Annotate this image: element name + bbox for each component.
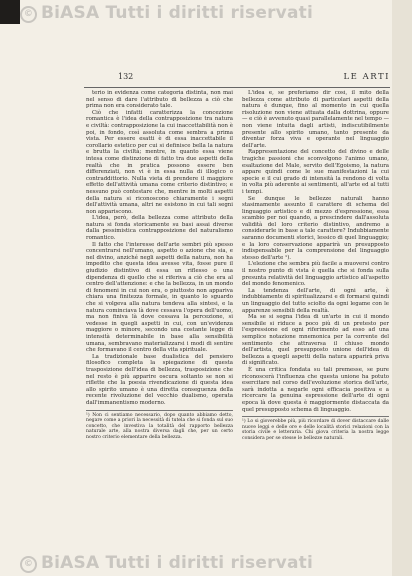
- paragraph: L'idea e, se preferiamo dir così, il mito della bellezza come attributo di particolari aspetti della natura è dunque, fino al momento in cui quella risoluzione non viene attuata dalla dottrina, oppure — e ciò è avvenuto quasi parallelamente nel tempo — non viene intuita dagli artisti, indiscutibilmente presente allo spirito umano, tanto presente da diventar forza viva e operante nel linguaggio dell'arte.: [242, 90, 389, 149]
- copyright-icon: ©: [20, 556, 37, 573]
- watermark-top: [20, 3, 313, 23]
- paragraph: terio in evidenza come categoria distinta, non mai nel senso di dare l'attributo di bellezza a ciò che prima non era considerato tale.: [86, 90, 233, 110]
- paragraph: L'elezione che sembra più facile a muoversi contro il nostro punto di vista è quella che si fonda sulla presunta relatività del linguaggio artistico all'aspetto del mondo fenomenico.: [242, 261, 389, 288]
- footnote-text: ¹) Non ci sentiamo necessario, dopo quanto abbiamo detto, negare come a priori la necessità di tutela che si fonda sul suo concetto, che investiva la totalità del rapporto bellezza naturale arte, alla nostra diversa dagli che, per un certo nostro criterio elementare della bellezza.: [86, 412, 233, 440]
- paragraph: Ciò che infatti caratterizza la concezione romantica è l'idea della contrapposizione tra natura e civiltà: contrapposizione la cui inaccettabilità non è poi, in fondo, così assoluta come sembra a prima vista. Per essere esatti è di essa inaccettabile il corollario estetico per cui si definisce bella la natura e brutta la civiltà; mentre, in quanto essa viene intesa come distinzione di fatto tra due aspetti della realtà che in pratica possono essere ben differenziati, non vi è in essa nulla di illogico o contraddittorio. Nulla vieta di prendere il maggiore effetto dell'attività umana come criterio distintivo; e nessuno può contestare che, mentre in molti aspetti della natura si riconoscono chiaramente i segni dell'attività umana, altri ne esistono in cui tali segni non appariscono.: [86, 109, 233, 215]
- journal-title: LE ARTI: [343, 72, 390, 82]
- paragraph: Rappresentazione del concetto del divino e delle tragiche passioni che sconvolgono l'animo umano, esaltazione del Male, servito dell'Egoismo, la natura appare quindi come le sue manifestazioni la cui specie e il cui grado di intensità la rendono di volta in volta più aderente ai sentimenti, all'arte ed al tutti i tempi.: [242, 149, 389, 195]
- scan-corner-shadow: [0, 0, 20, 24]
- paragraph: È una critica fondata su tali premesse, se pure riconoscerà l'influenza che questa unione ha potuto esercitare nel corso dell'evoluzione storica dell'arte, sarà indotta a negarle ogni efficacia positiva e a ricercare la genuina espressione dell'arte di ogni epoca là dove questa è maggiormente distaccata da quel presupposto schema di linguaggio.: [242, 366, 389, 413]
- paragraph: Ma se si segna l'idea di un'arte in cui il mondo sensibile si riduce a poco più di un pretesto per l'espressione ed ogni riferimento ad esso ad una semplice notazione mnemonica per la corrente del sentimento che attraversa il chiuso mondo dell'artista, quel presupposto unione dell'idea di bellezza a quegli aspetti della natura apparirà priva di significato.: [242, 314, 389, 367]
- watermark-text-bottom: BiASA Tutti i diritti riservati: [41, 553, 313, 573]
- header-rule: [84, 87, 390, 88]
- right-column: [242, 90, 389, 510]
- footnote: [86, 410, 233, 441]
- page-binding-edge: [392, 0, 412, 576]
- footnote-text: ¹) Lo si gioverebbe più, più ricordare di dover distaccare dalle nuove leggi e delle ore e delle località storici relazioni con la storia civile e letteraria. Chi giova criteria la nostra legge considera per se stesse le bellezze naturali.: [242, 419, 389, 441]
- paragraph: Il fatto che l'interesse dell'arte sembri più spesso concentrarsi nell'umano, aspetto o azione che sia, e nel divino, anziché negli aspetti della natura, non ha impedito che questa idea avesse vita, fosse pure il giudizio distintivo di essa un riflesso o una dipendenza di quello che si riferiva a ciò che era al centro dell'attenzione: e che la bellezza, in un mondo di fenomeni in cui non era, o piuttosto non appariva chiara una finitezza formale, in quanto lo sguardo che si volgeva alla natura tendeva alla sintesi, e la natura cominciava là dove cessava l'opera dell'uomo, ma non finiva là dove cessava la percezione, si vedesse in quegli aspetti in cui, con un'evidenza maggiore o minore, secondo una costante legge di intensità determinabile in base alla sensibilità umana, sembravano materializzarsi i modi di sentire che formavano il centro della vita spirituale.: [86, 241, 233, 354]
- paragraph: La tradizionale base dualistica del pensiero filosofico completa la spiegazione di questa trasposizione dell'idea di bellezza, trasposizione che nel resto è più apparire oscura soltanto se non si riflette che la poesia rivendicazione di questa idea allo spirito umano è una diretta conseguenza della recente rivoluzione del vecchio dualismo, operata dall'immanentismo moderno.: [86, 353, 233, 406]
- footnote: [242, 416, 389, 441]
- page-number: 132: [118, 72, 134, 81]
- paragraph: La tendenza dell'arte, di ogni arte, è indubbiamente di spiritualizzarsi e di formarsi quindi un linguaggio del tutto sciolto da ogni legame con le apparenze sensibili della realtà.: [242, 287, 389, 314]
- paragraph: L'idea, però, della bellezza come attributo della natura si fonda storicamente su basi assai diverse dalla pessimistica contrapposizione del naturalismo romantico.: [86, 215, 233, 242]
- copyright-icon: ©: [20, 6, 37, 23]
- watermark-text-top: BiASA Tutti i diritti riservati: [41, 3, 313, 23]
- page-header: [84, 72, 390, 86]
- paragraph: Se dunque le bellezze naturali hanno stasimamente assunto il carattere di schema del linguaggio artistico e di mezzo d'espressione, essa scambio per noi quando, a prescindere dall'assoluta validità del loro criterio distintivo, andremo a considerarle in base a tale carattere? Indubbiamente saranno documenti storici, lessico di quel linguaggio; e la loro conservazione apparirà un presupposto indispensabile per la comprensione del linguaggio stesso dell'arte ¹).: [242, 195, 389, 261]
- watermark-bottom: [20, 553, 313, 573]
- left-column: [86, 90, 233, 510]
